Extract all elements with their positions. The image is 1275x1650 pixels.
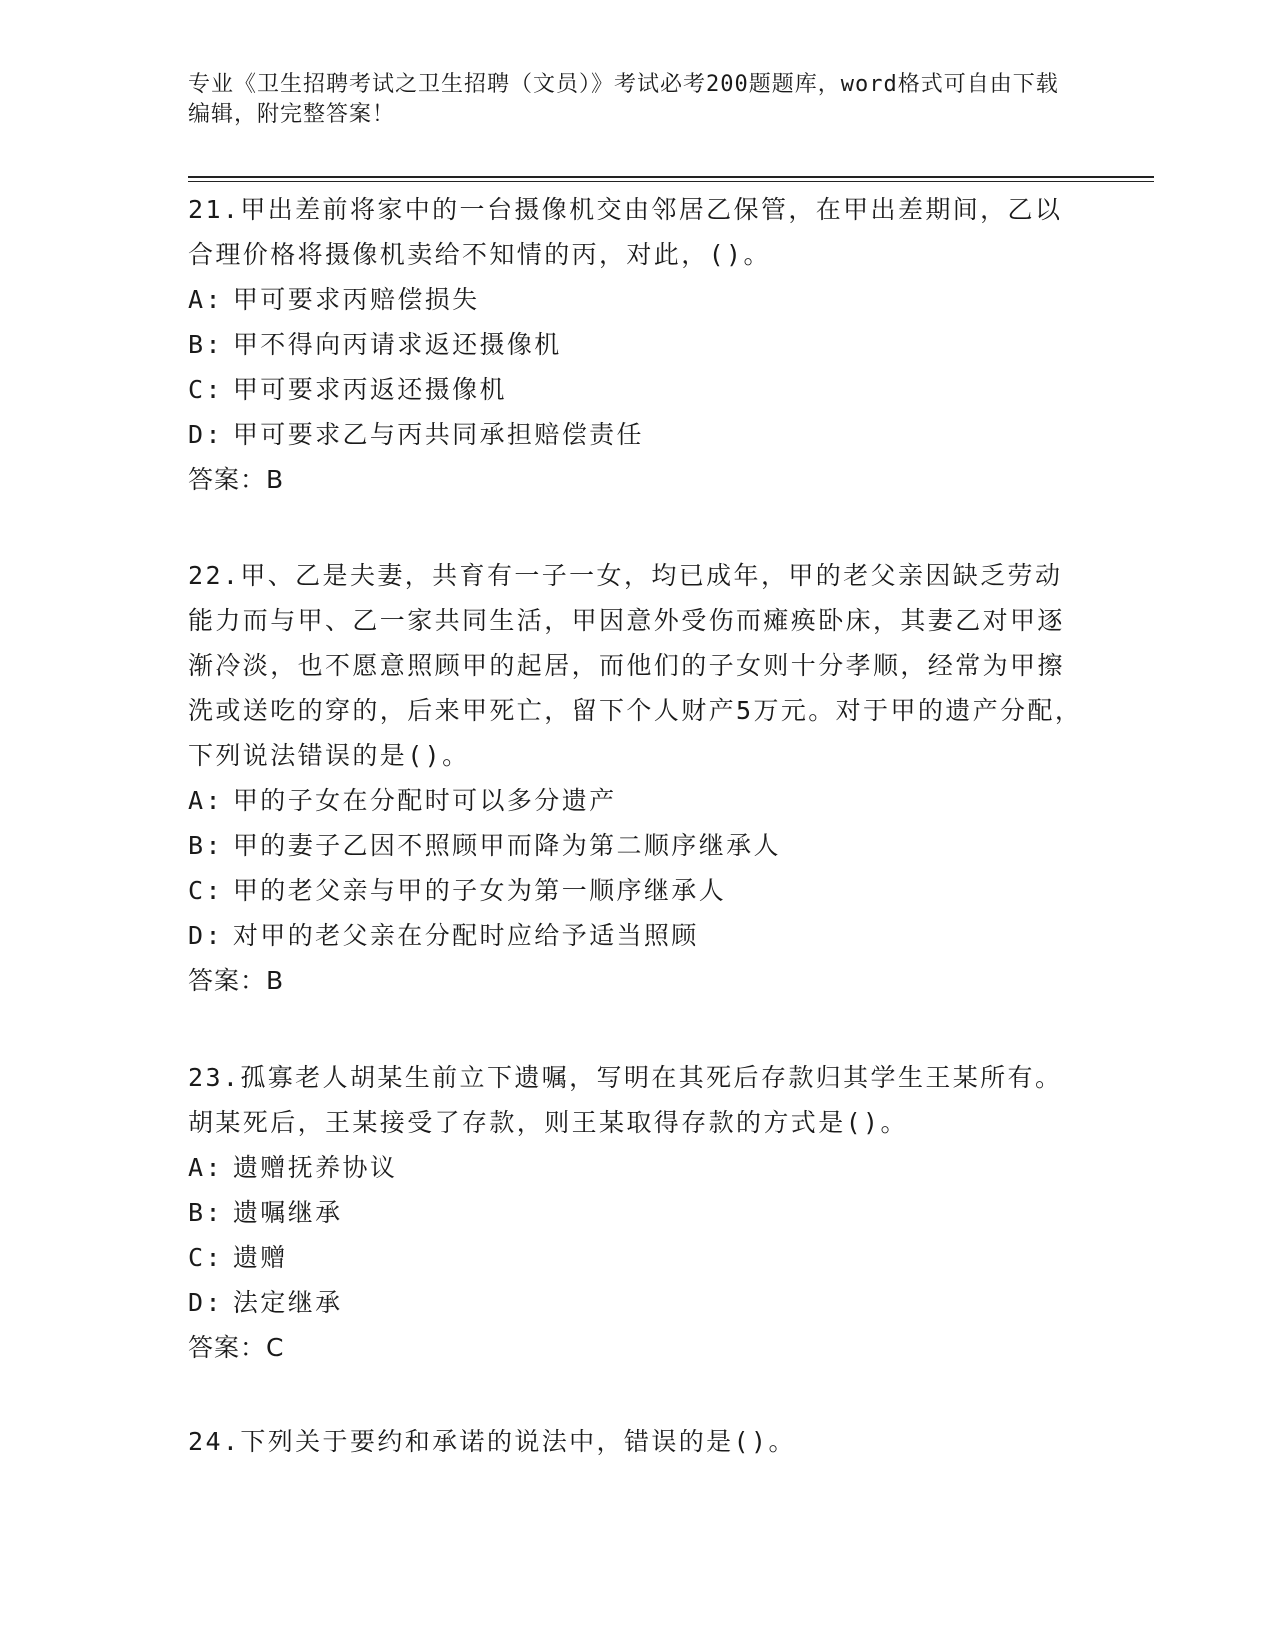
option-text: 甲可要求丙返还摄像机	[232, 375, 507, 404]
option-d	[188, 412, 1088, 457]
question-stem: 23.孤寡老人胡某生前立下遗嘱，写明在其死后存款归其学生王某所有。胡某死后，王某接受了存款，则王某取得存款的方式是()。	[188, 1063, 1063, 1137]
option-text: 甲可要求丙赔偿损失	[232, 285, 480, 314]
option-letter: A:	[188, 285, 223, 314]
option-c	[188, 868, 1088, 913]
option-a	[188, 1145, 1088, 1190]
option-text: 甲可要求乙与丙共同承担赔偿责任	[232, 420, 644, 449]
option-letter: A:	[188, 786, 223, 815]
option-letter: D:	[188, 921, 223, 950]
option-letter: A:	[188, 1153, 223, 1182]
question-stem: 22.甲、乙是夫妻，共育有一子一女，均已成年，甲的老父亲因缺乏劳动能力而与甲、乙一家共同生活，甲因意外受伤而瘫痪卧床，其妻乙对甲逐渐冷淡，也不愿意照顾甲的起居，而他们的子女则十分孝顺，经常为甲擦洗或送吃的穿的，后来甲死亡，留下个人财产5万元。对于甲的遗产分配，下列说法错误的是()。	[188, 561, 1083, 770]
header-rule-thin	[188, 181, 1154, 182]
answer-line: 答案：B	[188, 966, 285, 995]
question-22	[188, 553, 1088, 1003]
option-text: 遗赠	[232, 1243, 288, 1272]
option-letter: B:	[188, 831, 223, 860]
option-text: 遗赠抚养协议	[232, 1153, 398, 1182]
option-text: 法定继承	[232, 1288, 343, 1317]
option-letter: B:	[188, 1198, 223, 1227]
question-stem: 21.甲出差前将家中的一台摄像机交由邻居乙保管，在甲出差期间，乙以合理价格将摄像机卖给不知情的丙，对此，()。	[188, 195, 1063, 269]
option-c	[188, 1235, 1088, 1280]
option-text: 甲的妻子乙因不照顾甲而降为第二顺序继承人	[232, 831, 781, 860]
answer-line: 答案：C	[188, 1333, 285, 1362]
option-a	[188, 277, 1088, 322]
option-letter: C:	[188, 876, 223, 905]
question-21	[188, 187, 1088, 502]
option-text: 甲的老父亲与甲的子女为第一顺序继承人	[232, 876, 727, 905]
option-letter: C:	[188, 375, 223, 404]
option-b	[188, 823, 1088, 868]
answer-line: 答案：B	[188, 465, 285, 494]
option-text: 对甲的老父亲在分配时应给予适当照顾	[232, 921, 699, 950]
question-23	[188, 1055, 1088, 1370]
document-header: 专业《卫生招聘考试之卫生招聘（文员）》考试必考200题题库，word格式可自由下载编辑，附完整答案！	[188, 72, 1059, 127]
option-d	[188, 913, 1088, 958]
option-b	[188, 1190, 1088, 1235]
option-d	[188, 1280, 1088, 1325]
option-letter: C:	[188, 1243, 223, 1272]
option-c	[188, 367, 1088, 412]
option-b	[188, 322, 1088, 367]
header-rule-thick	[188, 176, 1154, 178]
option-text: 遗嘱继承	[232, 1198, 343, 1227]
option-letter: D:	[188, 420, 223, 449]
option-text: 甲不得向丙请求返还摄像机	[232, 330, 562, 359]
option-letter: D:	[188, 1288, 223, 1317]
question-stem: 24.下列关于要约和承诺的说法中，错误的是()。	[188, 1427, 796, 1456]
option-letter: B:	[188, 330, 223, 359]
question-24	[188, 1419, 1088, 1464]
option-text: 甲的子女在分配时可以多分遗产	[232, 786, 617, 815]
option-a	[188, 778, 1088, 823]
